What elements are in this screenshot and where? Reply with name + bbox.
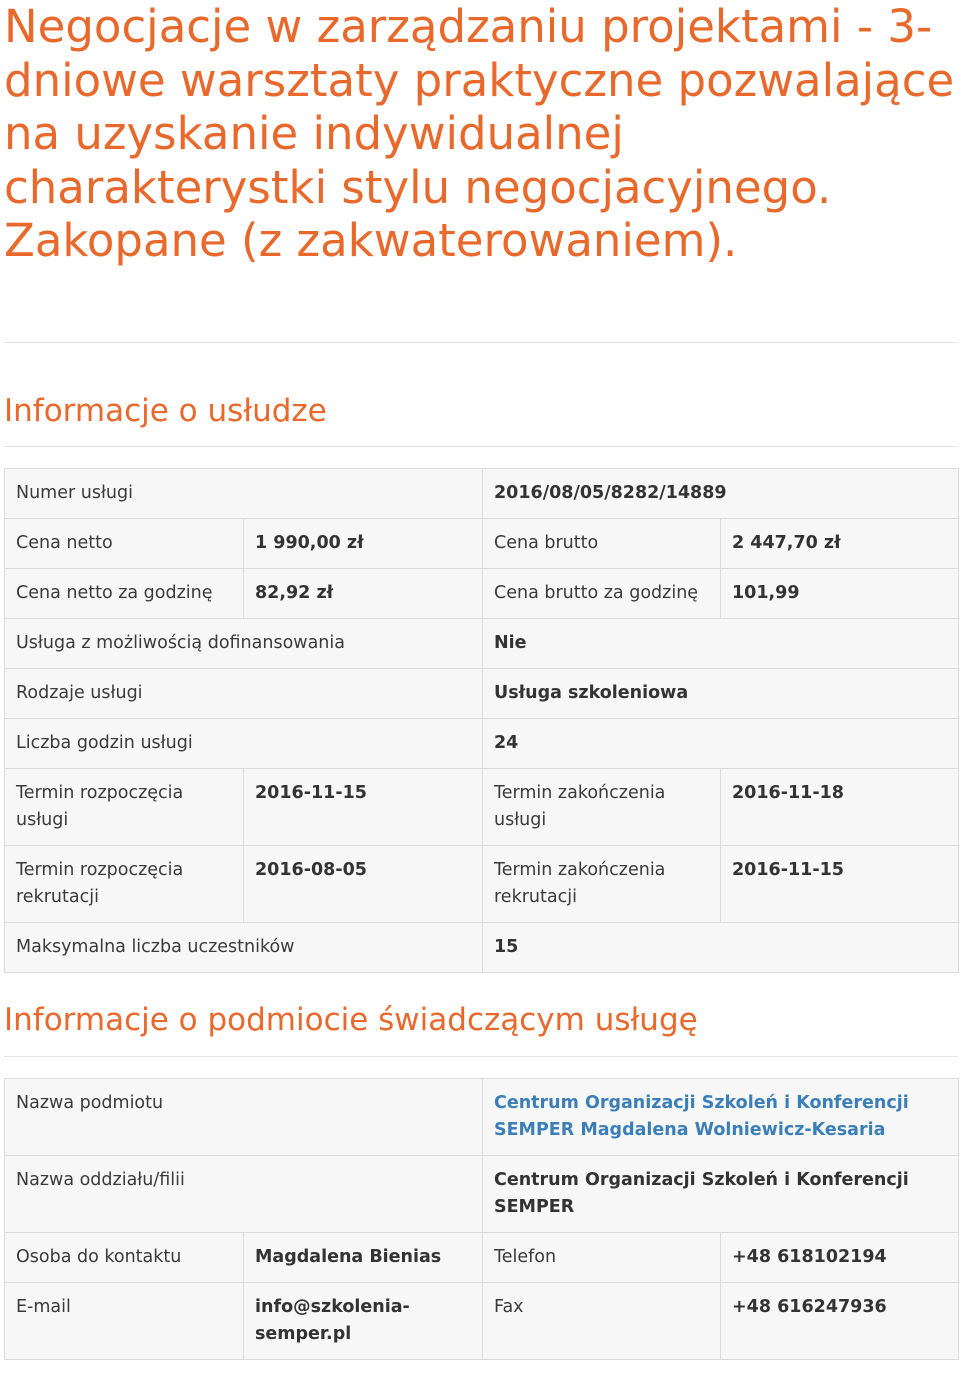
net-hourly-value: 82,92 zł (244, 569, 483, 619)
recruit-end-value: 2016-11-15 (721, 846, 959, 923)
start-date-value: 2016-11-15 (244, 769, 483, 846)
table-row (5, 1156, 959, 1233)
table-row (5, 719, 959, 769)
gross-hourly-value: 101,99 (721, 569, 959, 619)
max-participants-label: Maksymalna liczba uczestników (5, 923, 483, 973)
gross-hourly-label: Cena brutto za godzinę (483, 569, 721, 619)
start-date-label: Termin rozpoczęcia usługi (5, 769, 244, 846)
hours-value: 24 (483, 719, 959, 769)
table-row (5, 769, 959, 846)
page (4, 0, 958, 1360)
contact-value: Magdalena Bienias (244, 1233, 483, 1283)
service-number-label: Numer usługi (5, 469, 483, 519)
gross-price-value: 2 447,70 zł (721, 519, 959, 569)
contact-label: Osoba do kontaktu (5, 1233, 244, 1283)
entity-name-link[interactable]: Centrum Organizacji Szkoleń i Konferencji SEMPER Magdalena Wolniewicz-Kesaria (483, 1079, 959, 1156)
fax-label: Fax (483, 1283, 721, 1360)
table-row (5, 923, 959, 973)
entity-name-label: Nazwa podmiotu (5, 1079, 483, 1156)
service-info-table (4, 468, 959, 973)
table-row (5, 1079, 959, 1156)
service-section-heading: Informacje o usłudze (4, 393, 327, 429)
provider-section-heading: Informacje o podmiocie świadczącym usługę (4, 1002, 698, 1038)
hours-label: Liczba godzin usługi (5, 719, 483, 769)
recruit-start-value: 2016-08-05 (244, 846, 483, 923)
table-row (5, 1283, 959, 1360)
service-number-value: 2016/08/05/8282/14889 (483, 469, 959, 519)
recruit-start-label: Termin rozpoczęcia rekrutacji (5, 846, 244, 923)
service-types-label: Rodzaje usługi (5, 669, 483, 719)
branch-label: Nazwa oddziału/filii (5, 1156, 483, 1233)
table-row (5, 569, 959, 619)
email-label: E-mail (5, 1283, 244, 1360)
recruit-end-label: Termin zakończenia rekrutacji (483, 846, 721, 923)
net-price-value: 1 990,00 zł (244, 519, 483, 569)
table-row (5, 1233, 959, 1283)
net-hourly-label: Cena netto za godzinę (5, 569, 244, 619)
table-row (5, 519, 959, 569)
page-title: Negocjacje w zarządzaniu projektami - 3-dniowe warsztaty praktyczne pozwalające na uzyskanie indywidualnej charakterystki stylu negocjacyjnego. Zakopane (z zakwaterowaniem). (4, 0, 955, 267)
table-row (5, 619, 959, 669)
branch-value: Centrum Organizacji Szkoleń i Konferencji SEMPER (483, 1156, 959, 1233)
phone-value: +48 618102194 (721, 1233, 959, 1283)
gross-price-label: Cena brutto (483, 519, 721, 569)
cofinancing-label: Usługa z możliwością dofinansowania (5, 619, 483, 669)
email-value[interactable]: info@szkolenia-semper.pl (244, 1283, 483, 1360)
provider-info-table (4, 1078, 959, 1360)
cofinancing-value: Nie (483, 619, 959, 669)
table-row (5, 469, 959, 519)
table-row (5, 669, 959, 719)
table-row (5, 846, 959, 923)
fax-value: +48 616247936 (721, 1283, 959, 1360)
max-participants-value: 15 (483, 923, 959, 973)
end-date-value: 2016-11-18 (721, 769, 959, 846)
net-price-label: Cena netto (5, 519, 244, 569)
phone-label: Telefon (483, 1233, 721, 1283)
end-date-label: Termin zakończenia usługi (483, 769, 721, 846)
service-types-value: Usługa szkoleniowa (483, 669, 959, 719)
